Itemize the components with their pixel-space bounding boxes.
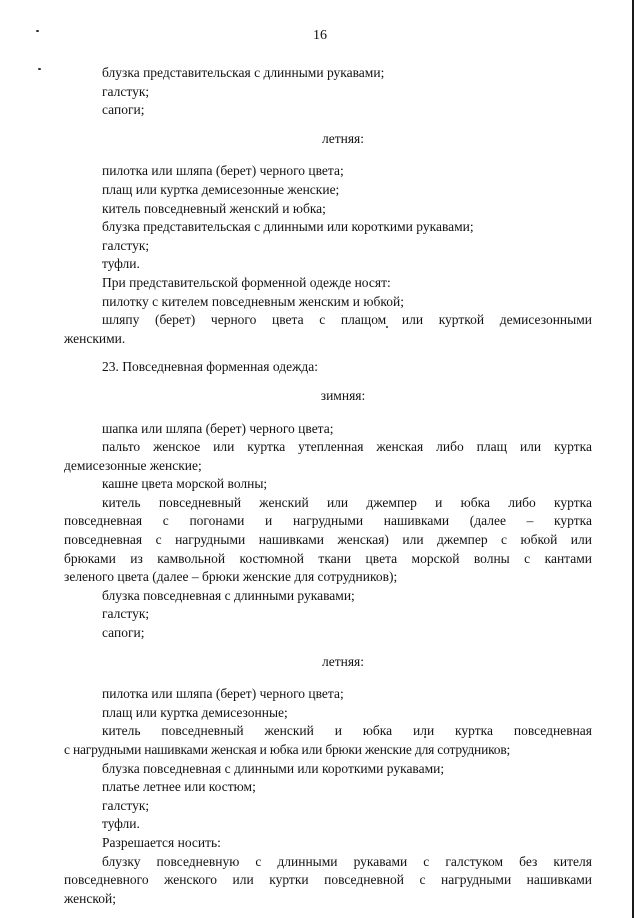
- scan-speck: [38, 68, 41, 70]
- section-title-23: 23. Повседневная форменная одежда:: [102, 359, 319, 375]
- list-item-continuation: с нагрудными нашивками женская и юбка или брюки женские для сотрудников;: [64, 742, 511, 757]
- list-item: пальто женское или куртка утепленная женская либо плащ или куртка: [102, 439, 592, 455]
- list-item: блузка повседневная с длинными рукавами;: [102, 587, 355, 603]
- list-item-continuation: повседневная с погонами и нагрудными нашивками (далее – куртка: [64, 513, 592, 529]
- list-item: Разрешается носить:: [102, 834, 221, 850]
- list-item: галстук;: [102, 797, 150, 813]
- list-item-continuation: брюками из камвольной костюмной ткани цвета морской волны с кантами: [64, 550, 592, 566]
- list-item: китель повседневный женский или джемпер и юбка либо куртка: [102, 494, 592, 510]
- list-item: При представительской форменной одежде носят:: [102, 274, 391, 290]
- list-item: сапоги;: [102, 625, 145, 641]
- scan-edge-border: [632, 0, 634, 918]
- list-item: пилотка или шляпа (берет) черного цвета;: [102, 686, 344, 702]
- list-item: туфли.: [102, 256, 140, 272]
- list-item: плащ или куртка демисезонные женские;: [102, 181, 340, 197]
- list-item: плащ или куртка демисезонные;: [102, 704, 288, 720]
- section-heading-winter: зимняя:: [320, 387, 366, 403]
- list-item: блузку повседневную с длинными рукавами с галстуком без кителя: [102, 853, 592, 869]
- section-heading-summer: летняя:: [321, 653, 365, 669]
- list-item: блузка повседневная с длинными или короткими рукавами;: [102, 760, 445, 776]
- list-item: китель повседневный женский и юбка;: [102, 200, 326, 216]
- list-item: туфли.: [102, 816, 140, 832]
- list-item: сапоги;: [102, 102, 145, 118]
- list-item: блузка представительская с длинными или короткими рукавами;: [102, 219, 474, 235]
- list-item: галстук;: [102, 237, 150, 253]
- section-heading-summer: летняя:: [321, 130, 365, 146]
- list-item: шапка или шляпа (берет) черного цвета;: [102, 420, 334, 436]
- list-item-continuation: зеленого цвета (далее – брюки женские для сотрудников);: [64, 569, 398, 585]
- list-item-continuation: повседневного женского или куртки повседневной с нагрудными нашивками: [64, 872, 592, 888]
- list-item: пилотка или шляпа (берет) черного цвета;: [102, 163, 344, 179]
- list-item: китель повседневный женский и юбка или куртка повседневная: [102, 723, 592, 739]
- list-item: платье летнее или костюм;: [102, 779, 256, 795]
- list-item: блузка представительская с длинными рукавами;: [102, 65, 385, 80]
- list-item-continuation: женскими.: [64, 330, 126, 346]
- list-item: шляпу (берет) черного цвета с плащом или курткой демисезонными: [102, 312, 592, 328]
- document-body: [64, 64, 592, 908]
- list-item-continuation: женской;: [64, 890, 116, 906]
- list-item: галстук;: [102, 83, 150, 99]
- page-number: 16: [313, 28, 327, 43]
- list-item-continuation: повседневная с нагрудными нашивками женская) или джемпер с юбкой или: [64, 532, 592, 548]
- list-item: галстук;: [102, 606, 150, 622]
- list-item: кашне цвета морской волны;: [102, 476, 268, 492]
- list-item-continuation: демисезонные женские;: [64, 457, 202, 473]
- list-item: пилотку с кителем повседневным женским и юбкой;: [102, 293, 404, 309]
